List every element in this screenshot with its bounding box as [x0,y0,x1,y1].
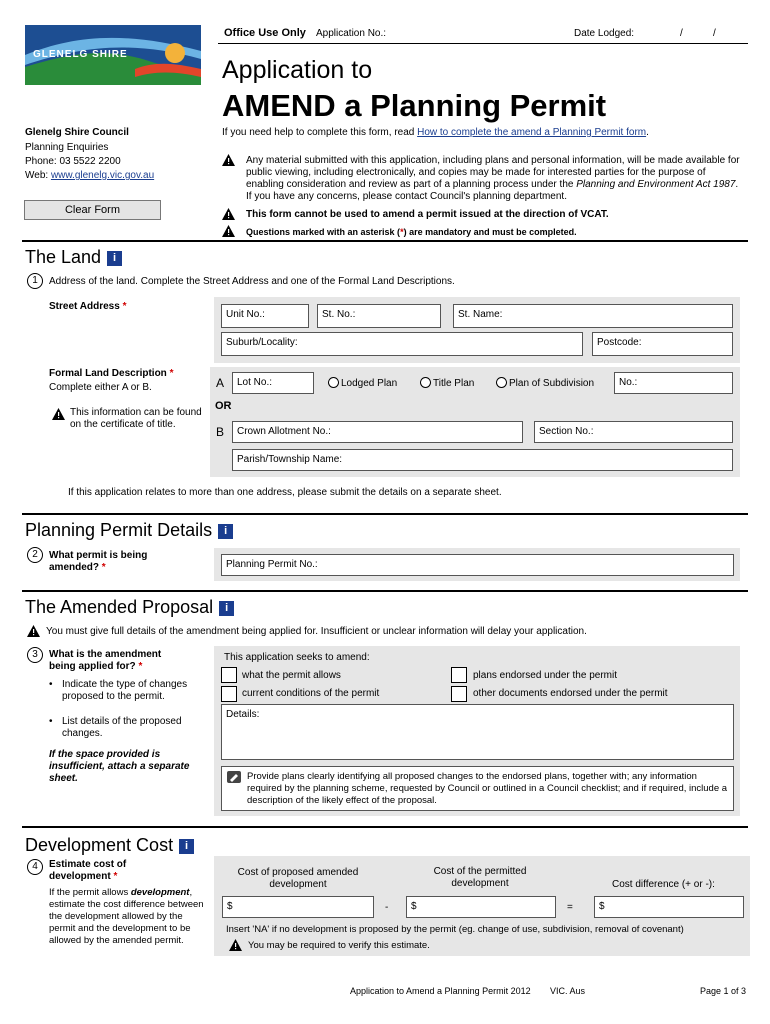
section-title-permit [25,519,233,541]
cost-question-line2: development [49,871,111,882]
warning-icon [52,408,65,420]
title-plan-label: Title Plan [433,378,475,389]
council-web [25,170,154,182]
permit-question [49,550,147,574]
na-note: Insert 'NA' if no development is proposed by the permit (eg. change of use, subdivision, removal of covenant) [226,924,684,935]
cost-difference-field[interactable]: $ [594,896,744,918]
radio-button[interactable] [496,377,507,388]
section-no-field[interactable]: Section No.: [534,421,733,443]
bullet-item: • [49,679,53,690]
cost-question [49,859,126,883]
opt-other-documents: other documents endorsed under the permit [473,688,668,699]
asterisk: * [101,562,106,573]
permit-question-line1: What permit is being [49,550,148,561]
parish-field[interactable]: Parish/Township Name: [232,449,733,471]
info-icon[interactable]: i [219,601,234,616]
crown-allotment-field[interactable]: Crown Allotment No.: [232,421,523,443]
warning-icon [222,225,235,237]
formal-land-label [49,368,173,380]
plan-subdivision-option[interactable] [496,377,594,390]
bullet-item: • [49,716,53,727]
section-title-proposal [25,596,234,618]
notice1-text: Any material submitted with this application, including plans and personal information, will be made available for public viewing, including electronically, and copies may be made for interested parties for the purpose of enabling consideration and review as part of a planning process under the [246,155,740,190]
lodged-plan-label: Lodged Plan [341,378,398,389]
glenelg-shire-logo [25,25,201,85]
land-title: The Land [25,247,102,267]
cost-col-difference: Cost difference (+ or -): [612,879,715,890]
office-use-label: Office Use Only [224,27,306,39]
clear-form-button[interactable]: Clear Form [24,200,161,220]
opt-what-permit-allows: what the permit allows [242,670,341,681]
cost-col-proposed: Cost of proposed amended development [237,867,359,890]
notice1-act: Planning and Environment Act 1987 [576,179,736,190]
cost-permitted-field[interactable]: $ [406,896,556,918]
insufficient-space-note: If the space provided is insufficient, attach a separate sheet. [49,749,190,784]
postcode-field[interactable]: Postcode: [592,332,733,356]
help-prefix: If you need help to complete this form, read [222,127,418,138]
notice1-end: . If you have any concerns, please contact Council's planning department. [246,179,739,202]
opt-plans-endorsed: plans endorsed under the permit [473,670,617,681]
verify-note: You may be required to verify this estimate. [248,940,430,951]
date-slash: / [680,28,683,39]
details-textarea[interactable]: Details: [221,704,734,760]
permit-question-line2: amended? [49,562,100,573]
section-title-land [25,246,122,268]
cost-desc-italic: development [130,887,190,898]
proposal-question-line1: What is the amendment [49,649,162,660]
radio-button[interactable] [328,377,339,388]
asterisk: * [113,871,118,882]
logo-text: GLENELG SHIRE [33,49,128,60]
section-divider [22,513,748,515]
proposal-question-line2: being applied for? [49,661,136,672]
page-title-line1: Application to [222,56,373,84]
title-plan-option[interactable] [420,377,474,390]
vcat-notice: This form cannot be used to amend a permit issued at the direction of VCAT. [246,209,609,220]
question-number: 2 [27,547,43,563]
checkbox-other-documents[interactable] [451,686,467,702]
street-name-field[interactable]: St. Name: [453,304,733,328]
mandatory-text-a: Questions marked with an asterisk ( [246,227,401,237]
seeks-amend-label: This application seeks to amend: [224,652,370,663]
section-divider [22,240,748,242]
question-number: 1 [27,273,43,289]
bullet-text-2: List details of the proposed changes. [62,716,182,739]
info-icon[interactable]: i [218,524,233,539]
info-icon[interactable]: i [179,839,194,854]
asterisk: * [122,301,127,312]
council-web-link[interactable]: www.glenelg.vic.gov.au [50,170,155,181]
page-title-line2: AMEND a Planning Permit [222,88,607,123]
full-details-warning: You must give full details of the amendment being applied for. Insufficient or unclear information will delay your application. [46,626,587,637]
asterisk: * [169,368,174,379]
cost-desc-suffix: , estimate the cost difference between the development allowed by the permit and the development to be allowed by the amended permit. [49,887,204,946]
suburb-field[interactable]: Suburb/Locality: [221,332,583,356]
land-question: Address of the land. Complete the Street Address and one of the Formal Land Descriptions. [49,276,455,287]
cost-question-line1: Estimate cost of [49,859,127,870]
planning-permit-no-field[interactable]: Planning Permit No.: [221,554,734,576]
pencil-icon [227,771,241,783]
asterisk: * [138,661,143,672]
section-title-cost [25,834,194,856]
plans-note-text: Provide plans clearly identifying all proposed changes to the endorsed plans, together with; any information required by the planning scheme, requested by Council or outlined in a Council checklist; and if required, include a description of the likely effect of the proposal. [247,771,728,806]
council-phone: Phone: 03 5522 2200 [25,156,121,167]
cost-proposed-field[interactable]: $ [222,896,374,918]
application-no-label: Application No.: [316,28,387,39]
warning-icon [222,208,235,220]
or-label: OR [215,400,232,412]
opt-current-conditions: current conditions of the permit [242,688,380,699]
lot-no-field[interactable]: Lot No.: [232,372,314,394]
council-name: Glenelg Shire Council [25,127,129,138]
street-address-text: Street Address [49,301,120,312]
formal-land-sub: Complete either A or B. [49,382,152,393]
cost-col-permitted: Cost of the permitted development [433,866,527,889]
checkbox-current-conditions[interactable] [221,686,237,702]
radio-button[interactable] [420,377,431,388]
mandatory-text-b: ) are mandatory and must be completed. [403,227,577,237]
council-dept: Planning Enquiries [25,142,109,153]
question-number: 4 [27,859,43,875]
council-web-label: Web: [25,170,51,181]
minus-sign: - [385,902,389,913]
footer-doc-name: Application to Amend a Planning Permit 2012 [350,986,531,996]
certificate-note: This information can be found on the certificate of title. [70,407,202,430]
cost-desc-prefix: If the permit allows [49,887,131,898]
bullet-text-1: Indicate the type of changes proposed to the permit. [62,679,188,702]
option-a-label: A [216,376,225,390]
public-viewing-notice [246,155,746,203]
equals-sign: = [567,902,573,913]
more-address-note: If this application relates to more than one address, please submit the details on a separate sheet. [68,487,502,498]
proposal-question [49,649,161,673]
help-suffix: . [646,127,649,138]
footer-region: VIC. Aus [550,986,586,996]
asterisk: * [400,227,404,237]
section-divider [22,826,748,828]
footer-page: Page 1 of 3 [700,986,747,996]
date-slash: / [713,28,716,39]
info-icon[interactable]: i [107,251,122,266]
checkbox-what-permit-allows[interactable] [221,667,237,683]
warning-icon [222,154,235,166]
formal-land-text: Formal Land Description [49,368,167,379]
plan-subdivision-label: Plan of Subdivision [509,378,595,389]
permit-title: Planning Permit Details [25,520,213,540]
question-number: 3 [27,647,43,663]
help-text [222,127,742,139]
option-b-label: B [216,425,225,439]
cost-description [49,887,209,947]
proposal-title: The Amended Proposal [25,597,214,617]
mandatory-notice [246,227,577,237]
checkbox-plans-endorsed[interactable] [451,667,467,683]
street-no-field[interactable]: St. No.: [317,304,441,328]
section-divider [22,590,748,592]
plan-no-field[interactable]: No.: [614,372,733,394]
help-link[interactable]: How to complete the amend a Planning Permit form [417,127,647,138]
date-lodged-label: Date Lodged: [574,28,635,39]
warning-icon [27,625,40,637]
lodged-plan-option[interactable] [328,377,397,390]
street-address-label [49,301,126,313]
unit-no-field[interactable]: Unit No.: [221,304,309,328]
warning-icon [229,939,242,951]
cost-title: Development Cost [25,835,174,855]
